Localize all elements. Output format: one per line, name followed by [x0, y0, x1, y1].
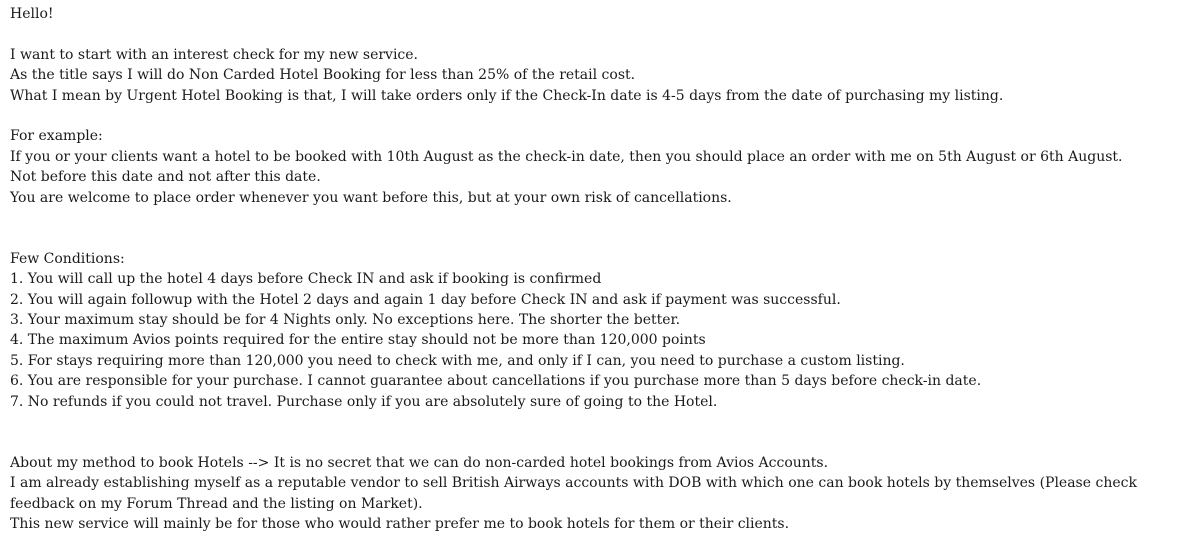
paragraph-gap	[10, 106, 1190, 126]
method-line: This new service will mainly be for those who would rather prefer me to book hotels for them or their clients.	[10, 516, 790, 533]
intro-line: What I mean by Urgent Hotel Booking is that, I will take orders only if the Check-In date is 4-5 days from the date of purchasing my listing.	[10, 87, 1004, 104]
condition-item: 1. You will call up the hotel 4 days before Check IN and ask if booking is confirmed	[10, 271, 602, 288]
paragraph-gap	[10, 24, 1190, 44]
condition-item: 3. Your maximum stay should be for 4 Nights only. No exceptions here. The shorter the better.	[10, 312, 681, 329]
condition-item: 6. You are responsible for your purchase. I cannot guarantee about cancellations if you purchase more than 5 days before check-in date.	[10, 373, 982, 390]
condition-item: 4. The maximum Avios points required for the entire stay should not be more than 120,000 points	[10, 332, 706, 349]
intro-line: I want to start with an interest check for my new service.	[10, 46, 419, 63]
example-heading: For example:	[10, 128, 103, 145]
condition-item: 2. You will again followup with the Hotel 2 days and again 1 day before Check IN and ask if payment was successful.	[10, 291, 841, 308]
condition-item: 7. No refunds if you could not travel. Purchase only if you are absolutely sure of going to the Hotel.	[10, 393, 718, 410]
example-line: You are welcome to place order whenever you want before this, but at your own risk of cancellations.	[10, 189, 732, 206]
condition-item: 5. For stays requiring more than 120,000 you need to check with me, and only if I can, you need to purchase a custom listing.	[10, 352, 905, 369]
paragraph-gap	[10, 412, 1190, 453]
intro-line: As the title says I will do Non Carded Hotel Booking for less than 25% of the retail cost.	[10, 67, 636, 84]
post-body	[10, 4, 1190, 535]
example-line: If you or your clients want a hotel to be booked with 10th August as the check-in date, then you should place an order with me on 5th August or 6th August.	[10, 148, 1123, 165]
conditions-heading: Few Conditions:	[10, 250, 125, 267]
method-line: I am already establishing myself as a reputable vendor to sell British Airways accounts with DOB with which one can book hotels by themselves (Please check feedback on my Forum Thread and the listing on Market).	[10, 475, 1137, 512]
paragraph-gap	[10, 208, 1190, 249]
greeting-text: Hello!	[10, 6, 54, 22]
method-line: About my method to book Hotels --> It is no secret that we can do non-carded hotel bookings from Avios Accounts.	[10, 454, 829, 471]
example-line: Not before this date and not after this date.	[10, 169, 321, 186]
